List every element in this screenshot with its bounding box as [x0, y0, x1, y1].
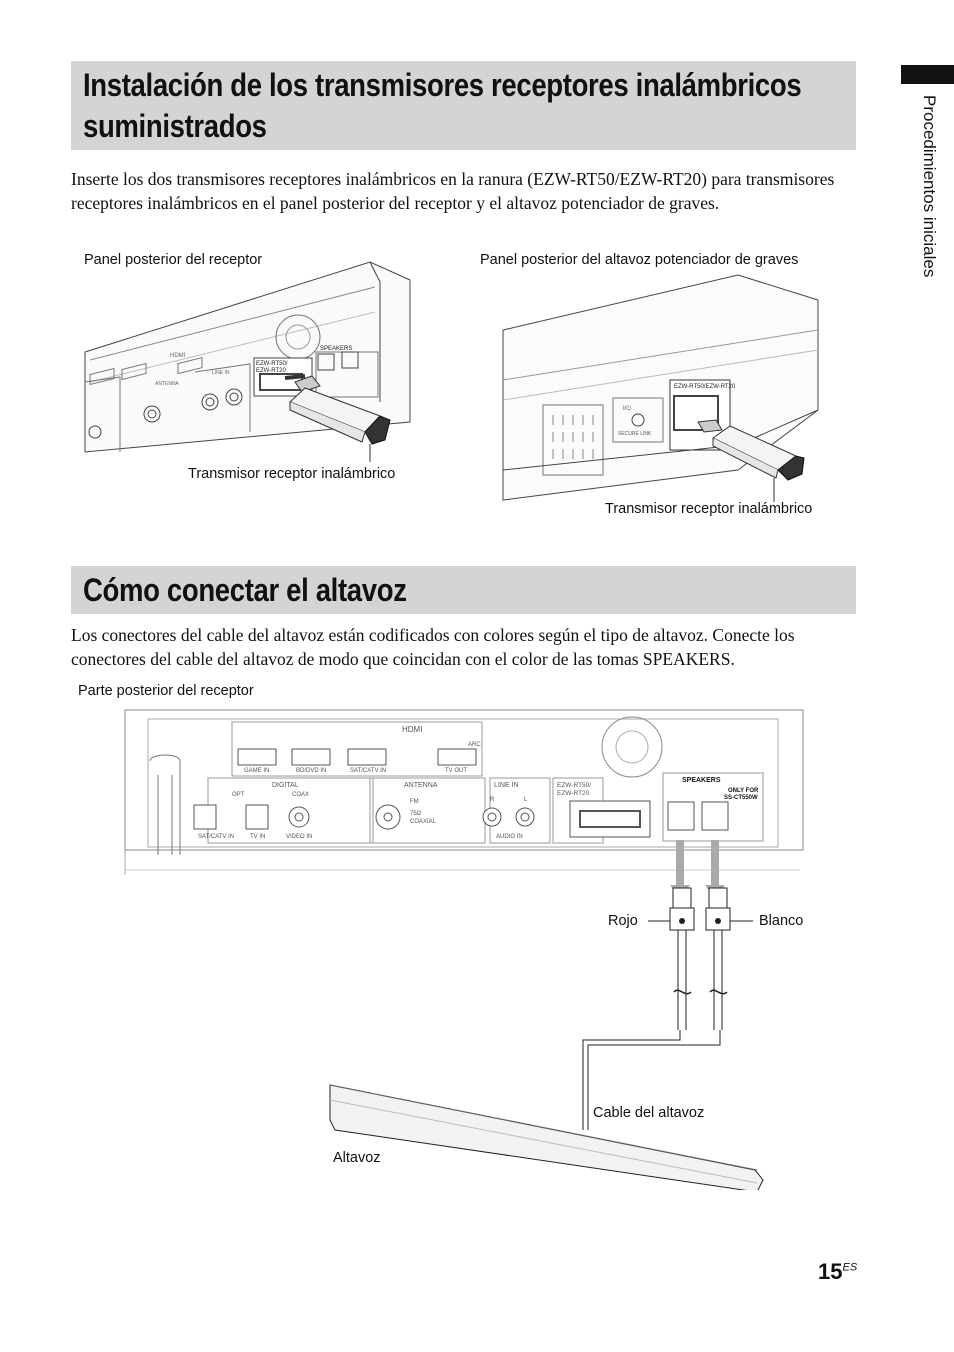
- receiver-rear-panel-illustration: [80, 252, 420, 462]
- svg-text:I/⏻: I/⏻: [623, 406, 632, 412]
- panel-coaxial: COAXIAL: [410, 819, 437, 825]
- section2-title: Cómo conectar el altavoz: [83, 572, 407, 608]
- svg-text:SPEAKERS: SPEAKERS: [320, 346, 353, 352]
- fig2-label: Parte posterior del receptor: [78, 683, 254, 699]
- fig1-right-caption: Transmisor receptor inalámbrico: [605, 501, 813, 517]
- svg-text:SECURE LINK: SECURE LINK: [618, 431, 652, 437]
- panel-arc: ARC: [468, 742, 481, 748]
- panel-ohm: 75Ω: [410, 811, 422, 817]
- section-side-label-text: Procedimientos iniciales: [920, 95, 939, 278]
- section1-heading-bar: [71, 61, 856, 150]
- panel-digital: DIGITAL: [272, 782, 299, 789]
- section-side-label: [918, 95, 940, 335]
- svg-text:LINE IN: LINE IN: [212, 370, 230, 376]
- panel-video-in: VIDEO IN: [286, 834, 313, 840]
- cable-label: Cable del altavoz: [593, 1105, 705, 1121]
- panel-speakers: SPEAKERS: [682, 777, 721, 784]
- panel-ezw2: EZW-RT20: [557, 790, 590, 797]
- fig1-left-label: Panel posterior del receptor: [84, 252, 263, 268]
- panel-model: SS-CT550W: [724, 795, 758, 801]
- panel-fm: FM: [410, 799, 419, 805]
- page-number: [818, 1259, 857, 1285]
- panel-only-for: ONLY FOR: [728, 788, 759, 794]
- panel-tv-in: TV IN: [250, 834, 266, 840]
- altavoz-label: Altavoz: [333, 1150, 381, 1166]
- speaker-cable-illustration: [325, 840, 805, 1190]
- svg-text:EZW-RT50/: EZW-RT50/: [256, 361, 288, 367]
- section1-body: Inserte los dos transmisores receptores inalámbricos en la ranura (EZW-RT50/EZW-RT20) para transmisores receptores inalámbricos en el panel posterior del receptor y el altavoz potenciador de graves.: [71, 169, 835, 213]
- panel-audio-in: AUDIO IN: [496, 834, 523, 840]
- panel-game-in: GAME IN: [244, 768, 270, 774]
- panel-r: R: [490, 797, 495, 803]
- panel-opt: OPT: [232, 792, 245, 798]
- panel-coax: COAX: [292, 792, 310, 798]
- panel-bd-dvd-in: BD/DVD IN: [296, 768, 327, 774]
- svg-text:ANTENNA: ANTENNA: [155, 381, 179, 387]
- panel-tv-out: TV OUT: [445, 768, 467, 774]
- panel-hdmi: HDMI: [402, 725, 423, 734]
- page-lang: ES: [842, 1261, 858, 1274]
- blanco-label: Blanco: [759, 913, 804, 929]
- section1-title-line1: Instalación de los transmisores receptores inalámbricos: [83, 67, 802, 103]
- panel-line-in: LINE IN: [494, 782, 519, 789]
- rojo-label: Rojo: [608, 913, 638, 929]
- svg-text:EZW-RT50/EZW-RT20: EZW-RT50/EZW-RT20: [674, 384, 736, 390]
- section2-body: Los conectores del cable del altavoz están codificados con colores según el tipo de altavoz. Conecte los conectores del cable del altavoz de modo que coincidan con el color de las tomas SPEAKERS.: [71, 625, 795, 669]
- panel-sat-catv-in: SAT/CATV IN: [350, 768, 387, 774]
- subwoofer-rear-panel-illustration: [498, 270, 828, 502]
- section1-title-line2: suministrados: [83, 108, 267, 144]
- section2-heading-bar: [71, 566, 856, 614]
- svg-text:EZW-RT20: EZW-RT20: [256, 368, 286, 374]
- panel-sat-catv-in2: SAT/CATV IN: [198, 834, 235, 840]
- fig1-left-caption: Transmisor receptor inalámbrico: [188, 466, 396, 482]
- panel-l: L: [524, 797, 528, 803]
- page-number-value: 15: [818, 1259, 843, 1284]
- svg-text:HDMI: HDMI: [170, 353, 186, 359]
- panel-ezw1: EZW-RT50/: [557, 782, 592, 789]
- fig1-right-label: Panel posterior del altavoz potenciador de graves: [480, 252, 799, 268]
- panel-antenna: ANTENNA: [404, 782, 438, 789]
